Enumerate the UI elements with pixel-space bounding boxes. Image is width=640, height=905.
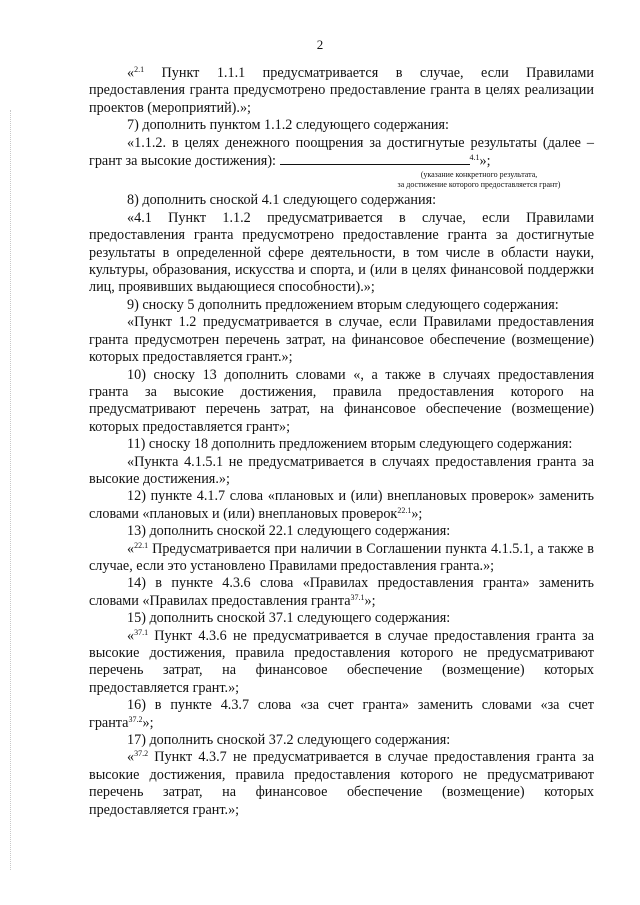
paragraph: 15) дополнить сноской 37.1 следующего содержания: xyxy=(127,610,451,627)
paragraph: 11) сноску 18 дополнить предложением вторым следующего содержания: xyxy=(127,436,573,453)
footnote-ref: 37.1 xyxy=(350,592,365,602)
page-number: 2 xyxy=(316,37,324,52)
paragraph: «$^{37.1}$ Пункт 4.3.6 не предусматривается в случае предоставления гранта за высокие достижения, правила предоставления которого не предусматривают перечень затрат, на финансовое обеспечение (возмещение) которых предоставляется грант.»; xyxy=(89,627,594,696)
paragraph: «$^{2.1}$ Пункт 1.1.1 предусматривается в случае, если Правилами предоставления гранта предусмотрено предоставление гранта в целях реализации проектов (мероприятий).»; xyxy=(89,65,594,116)
scan-margin-mark xyxy=(10,110,12,870)
paragraph: 8) дополнить сноской 4.1 следующего содержания: xyxy=(127,192,437,209)
paragraph: 17) дополнить сноской 37.2 следующего содержания: xyxy=(127,732,451,749)
paragraph: «$^{37.2}$ Пункт 4.3.7 не предусматривается в случае предоставления гранта за высокие достижения, правила предоставления которого не предусматривают перечень затрат, на финансовое обеспечение (возмещение) которых предоставляется грант.»; xyxy=(89,749,594,818)
paragraph: 10) сноску 13 дополнить словами «, а также в случаях предоставления гранта за высокие достижения, правила предоставления которого на предусматривают перечень затрат, на финансовое обеспечение (возмещение) которых предоставляется грант»; xyxy=(89,366,594,435)
paragraph: «4.1 Пункт 1.1.2 предусматривается в случае, если Правилами предоставления гранта предусмотрено предоставление гранта за достигнутые результаты в определенной сфере деятельности, в том числе в области науки, культуры, образования, искусства и спорта, и (или в целях финансовой поддержки лиц, проявивших выдающиеся способности).»; xyxy=(89,209,594,296)
footnote-ref: 4.1 xyxy=(469,153,480,163)
document-body xyxy=(89,65,594,819)
footnote-ref: 37.2 xyxy=(128,714,143,724)
footnote-ref: 37.2 xyxy=(134,749,149,759)
footnote-ref: 37.1 xyxy=(134,627,149,637)
fill-in-blank xyxy=(280,152,470,165)
paragraph: 13) дополнить сноской 22.1 следующего содержания: xyxy=(127,523,451,540)
blank-caption: (указание конкретного результата, за достижение которого предоставляется грант) xyxy=(397,170,561,190)
paragraph: 12) пункте 4.1.7 слова «плановых и (или) внеплановых проверок» заменить словами «плановых и (или) внеплановых проверок$^{22.1}$»; xyxy=(89,488,594,522)
footnote-ref: 22.1 xyxy=(397,505,412,515)
paragraph: «Пункт 1.2 предусматривается в случае, если Правилами предоставления гранта предусмотрен перечень затрат, на финансовое обеспечение (возмещение) которых предоставляется грант.»; xyxy=(89,314,594,366)
paragraph: 9) сноску 5 дополнить предложением вторым следующего содержания: xyxy=(127,296,559,313)
paragraph: 14) в пункте 4.3.6 слова «Правилах предоставления гранта» заменить словами «Правилах предоставления гранта$^{37.1}$»; xyxy=(89,575,594,609)
footnote-ref: 22.1 xyxy=(134,540,149,550)
paragraph: «Пункта 4.1.5.1 не предусматривается в случаях предоставления гранта за высокие достижения.»; xyxy=(89,453,594,487)
paragraph: 16) в пункте 4.3.7 слова «за счет гранта» заменить словами «за счет гранта$^{37.2}$»; xyxy=(89,697,594,731)
paragraph: 7) дополнить пунктом 1.1.2 следующего содержания: xyxy=(127,117,449,134)
paragraph: «$^{22.1}$ Предусматривается при наличии в Соглашении пункта 4.1.5.1, а также в случае, если это установлено Правилами предоставления гранта.»; xyxy=(89,540,594,574)
paragraph: «1.1.2. в целях денежного поощрения за достигнутые результаты (далее – грант за высокие достижения): $^{4.1}$»; xyxy=(89,134,594,170)
footnote-ref: 2.1 xyxy=(134,65,145,75)
